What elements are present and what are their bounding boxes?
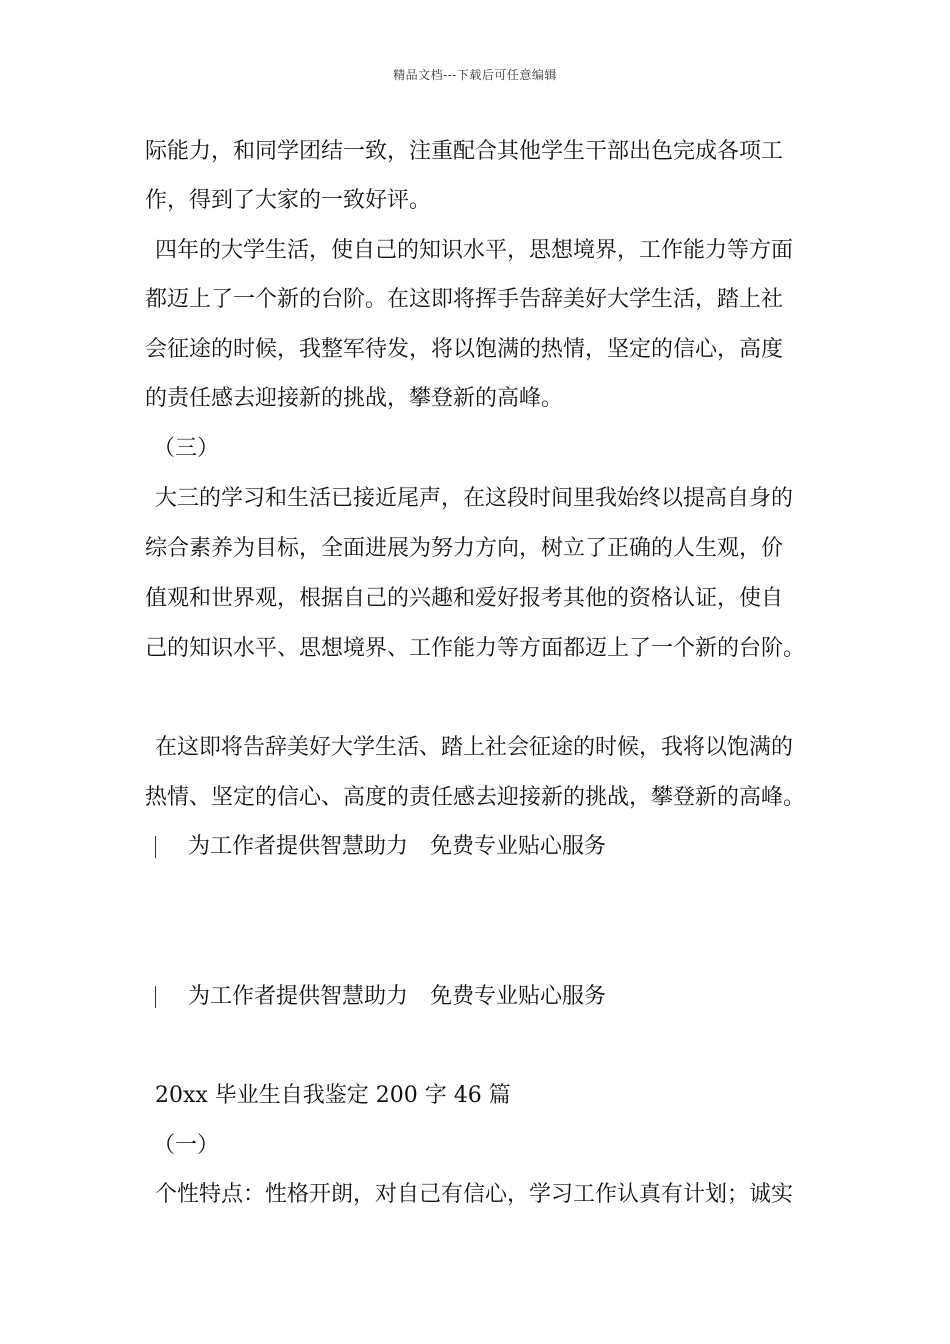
paragraph-line: 会征途的时候，我整军待发，将以饱满的热情，坚定的信心，高度	[145, 337, 784, 362]
paragraph-line: 都迈上了一个新的台阶。在这即将挥手告辞美好大学生活，踏上社	[145, 287, 784, 312]
paragraph-line: 际能力，和同学团结一致，注重配合其他学生干部出色完成各项工	[145, 139, 784, 164]
paragraph-line: 己的知识水平、思想境界、工作能力等方面都迈上了一个新的台阶。	[145, 636, 806, 661]
page-header: 精品文档---下载后可任意编辑	[393, 68, 557, 82]
section-heading: （一）	[153, 1133, 220, 1158]
paragraph-line: 的责任感去迎接新的挑战，攀登新的高峰。	[145, 386, 564, 411]
paragraph-line: 大三的学习和生活已接近尾声，在这段时间里我始终以提高自身的	[155, 486, 794, 511]
document-title: 20xx 毕业生自我鉴定 200 字 46 篇	[155, 1083, 511, 1108]
ad-text: 为工作者提供智慧助力 免费专业贴心服务	[188, 834, 607, 859]
paragraph-line: 值观和世界观，根据自己的兴趣和爱好报考其他的资格认证，使自	[145, 586, 784, 611]
section-heading: （三）	[153, 436, 220, 461]
paragraph-line: 综合素养为目标，全面进展为努力方向，树立了正确的人生观，价	[145, 536, 784, 561]
divider-bar	[155, 986, 156, 1008]
paragraph-line: 四年的大学生活，使自己的知识水平，思想境界，工作能力等方面	[155, 238, 794, 263]
divider-bar	[155, 836, 156, 858]
ad-banner	[155, 832, 606, 862]
ad-banner	[155, 982, 606, 1012]
ad-text: 为工作者提供智慧助力 免费专业贴心服务	[188, 984, 607, 1009]
paragraph-line: 作，得到了大家的一致好评。	[145, 188, 432, 213]
paragraph-line: 在这即将告辞美好大学生活、踏上社会征途的时候，我将以饱满的	[155, 735, 794, 760]
paragraph-line: 热情、坚定的信心、高度的责任感去迎接新的挑战，攀登新的高峰。	[145, 785, 806, 810]
paragraph-line: 个性特点：性格开朗，对自己有信心，学习工作认真有计划；诚实	[155, 1182, 794, 1207]
